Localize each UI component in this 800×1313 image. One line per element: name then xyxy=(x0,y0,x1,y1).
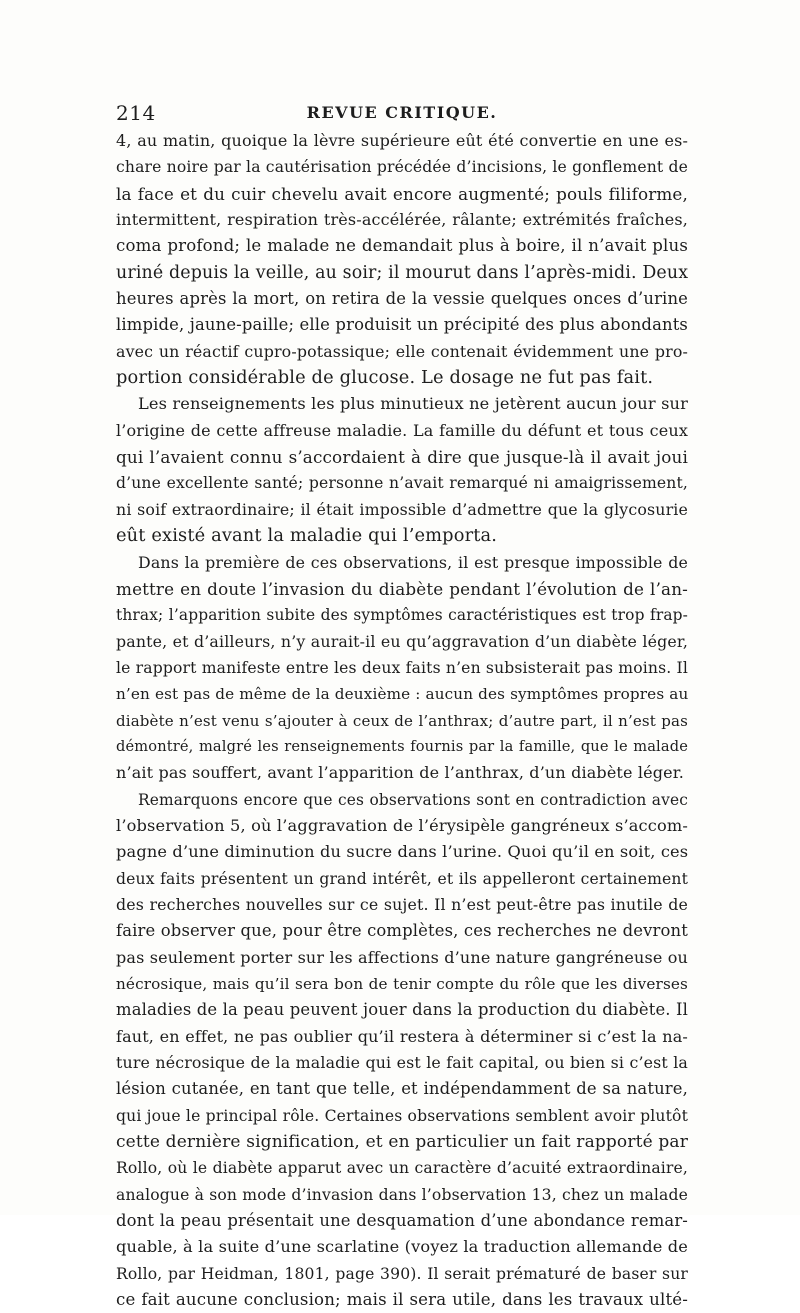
text-line: l’observation 5, où l’aggravation de l’érysipèle gangréneux s’accom- xyxy=(116,815,688,835)
text-line: Rollo, où le diabète apparut avec un caractère d’acuité extraordinaire, xyxy=(116,1159,688,1178)
text-line: limpide, jaune-paille; elle produisit un précipité des plus abondants xyxy=(116,315,688,335)
text-line: qui joue le principal rôle. Certaines observations semblent avoir plutôt xyxy=(116,1106,688,1125)
text-line: eût existé avant la maladie qui l’emporta. xyxy=(116,525,498,547)
text-line: portion considérable de glucose. Le dosage ne fut pas fait. xyxy=(116,367,654,389)
text-line: chare noire par la cautérisation précédée d’incisions, le gonflement de xyxy=(116,158,688,177)
text-line: thrax; l’apparition subite des symptômes caractéristiques est trop frap- xyxy=(116,606,688,625)
text-line: Rollo, par Heidman, 1801, page 390). Il serait prématuré de baser sur xyxy=(116,1264,688,1283)
text-line: pante, et d’ailleurs, n’y aurait-il eu qu’aggravation d’un diabète léger, xyxy=(116,631,688,651)
paragraph xyxy=(116,550,688,787)
text-line: deux faits présentent un grand intérêt, et ils appelleront certainement xyxy=(116,869,688,888)
text-line: 4, au matin, quoique la lèvre supérieure eût été convertie en une es- xyxy=(116,131,688,150)
text-line: maladies de la peau peuvent jouer dans la production du diabète. Il xyxy=(116,1000,688,1020)
text-line: analogue à son mode d’invasion dans l’observation 13, chez un malade xyxy=(116,1185,688,1204)
text-line: ture nécrosique de la maladie qui est le fait capital, ou bien si c’est la xyxy=(116,1053,688,1073)
text-line: ni soif extraordinaire; il était impossible d’admettre que la glycosurie xyxy=(116,499,688,519)
page-header xyxy=(116,98,688,128)
text-line: n’ait pas souffert, avant l’apparition de l’anthrax, d’un diabète léger. xyxy=(116,763,685,783)
running-head: REVUE CRITIQUE. xyxy=(306,103,498,122)
paragraph xyxy=(116,391,688,549)
text-line: coma profond; le malade ne demandait plus à boire, il n’avait plus xyxy=(116,236,688,256)
text-line: avec un réactif cupro-potassique; elle contenait évidemment une pro- xyxy=(116,341,688,361)
text-line: Dans la première de ces observations, il est presque impossible de xyxy=(138,552,688,572)
text-line: dont la peau présentait une desquamation d’une abondance remar- xyxy=(116,1211,688,1231)
text-line: cette dernière signification, et en particulier un fait rapporté par xyxy=(116,1132,688,1153)
text-line: lésion cutanée, en tant que telle, et indépendamment de sa nature, xyxy=(116,1079,688,1099)
text-line: pagne d’une diminution du sucre dans l’urine. Quoi qu’il en soit, ces xyxy=(116,842,688,862)
text-line: heures après la mort, on retira de la vessie quelques onces d’urine xyxy=(116,289,688,309)
paragraph xyxy=(116,128,688,391)
text-line: faire observer que, pour être complètes, ces recherches ne devront xyxy=(116,921,688,941)
body-text xyxy=(116,128,688,1313)
page-number: 214 xyxy=(116,101,156,125)
text-line: pas seulement porter sur les affections d’une nature gangréneuse ou xyxy=(116,947,688,967)
text-line: ce fait aucune conclusion; mais il sera utile, dans les travaux ulté- xyxy=(116,1290,688,1310)
text-line: le rapport manifeste entre les deux faits n’en subsisterait pas moins. Il xyxy=(116,658,688,677)
text-line: quable, à la suite d’une scarlatine (voyez la traduction allemande de xyxy=(116,1237,688,1257)
text-line: des recherches nouvelles sur ce sujet. Il n’est peut-être pas inutile de xyxy=(116,894,688,914)
text-line: d’une excellente santé; personne n’avait remarqué ni amaigrissement, xyxy=(116,474,688,493)
text-line: démontré, malgré les renseignements fournis par la famille, que le malade xyxy=(116,737,688,755)
paragraph xyxy=(116,787,688,1313)
text-line: la face et du cuir chevelu avait encore augmenté; pouls filiforme, xyxy=(116,183,688,204)
text-line: n’en est pas de même de la deuxième : aucun des symptômes propres au xyxy=(116,685,688,704)
text-line: Les renseignements les plus minutieux ne jetèrent aucun jour sur xyxy=(138,394,688,414)
text-line: nécrosique, mais qu’il sera bon de tenir compte du rôle que les diverses xyxy=(116,975,688,993)
text-line: qui l’avaient connu s’accordaient à dire que jusque-là il avait joui xyxy=(116,447,688,468)
text-line: mettre en doute l’invasion du diabète pendant l’évolution de l’an- xyxy=(116,578,688,599)
text-line: Remarquons encore que ces observations sont en contradiction avec xyxy=(138,790,688,809)
text-line: l’origine de cette affreuse maladie. La famille du défunt et tous ceux xyxy=(116,420,688,440)
text-line: faut, en effet, ne pas oublier qu’il restera à déterminer si c’est la na- xyxy=(116,1026,688,1046)
text-line: uriné depuis la veille, au soir; il mourut dans l’après-midi. Deux xyxy=(116,262,688,283)
text-line: diabète n’est venu s’ajouter à ceux de l’anthrax; d’autre part, il n’est pas xyxy=(116,711,688,730)
text-line: intermittent, respiration très-accélérée, râlante; extrémités fraîches, xyxy=(116,210,688,230)
